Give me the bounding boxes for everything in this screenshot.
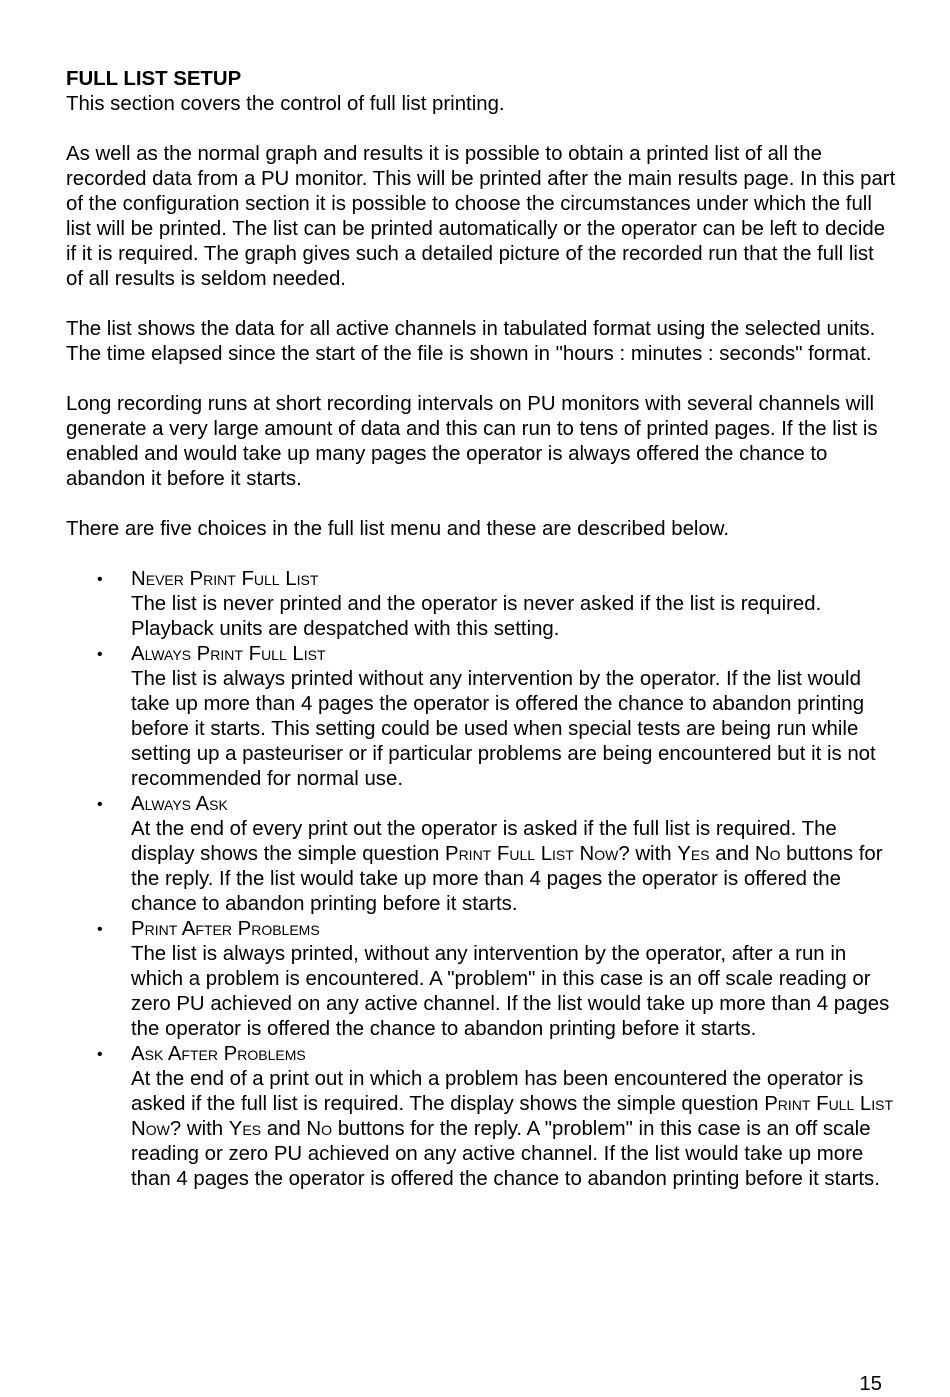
bullet-icon: • <box>97 571 103 588</box>
yes-option-text: Yes <box>228 1118 262 1140</box>
list-item-title: Ask After Problems <box>131 1043 306 1065</box>
paragraph-long-runs: Long recording runs at short recording intervals on PU monitors with several channels will generate a very large amount of data and this can run to tens of printed pages. If the list is enabled and would take up many pages the operator is always offered the chance to abandon it before it starts. <box>66 393 878 490</box>
list-item-body: The list is always printed, without any intervention by the operator, after a run in which a problem is encountered. A "problem" in this case is an off scale reading or zero PU achieved on any active channel. If the list would take up more than 4 pages the operator is offered the chance to abandon printing before it starts. <box>131 943 890 1040</box>
bullet-icon: • <box>97 921 103 938</box>
list-item-body: At the end of a print out in which a problem has been encountered the operator is asked if the full list is required. The display shows the simple question Print Full List Now? with Yes and No buttons for the reply. A "problem" in this case is an off scale reading or zero PU achieved on any active channel. If the list would take up more than 4 pages the operator is offered the chance to abandon printing before it starts. <box>131 1068 894 1190</box>
document-page <box>66 67 896 1192</box>
no-option-text: No <box>306 1118 333 1140</box>
paragraph-printed-list: As well as the normal graph and results it is possible to obtain a printed list of all the recorded data from a PU monitor. This will be printed after the main results page. In this part of the configuration section it is possible to choose the circumstances under which the full list will be printed. The list can be printed automatically or the operator can be left to decide if it is required. The graph gives such a detailed picture of the recorded run that the full list of all results is seldom needed. <box>66 143 896 290</box>
yes-option-text: Yes <box>677 843 710 865</box>
bullet-icon: • <box>97 1046 103 1063</box>
list-item-body: At the end of every print out the operator is asked if the full list is required. The display shows the simple question Print Full List Now? with Yes and No buttons for the reply. If the list would take up more than 4 pages the operator is offered the chance to abandon printing before it starts. <box>131 818 883 915</box>
list-item-print-after-problems <box>66 917 896 1042</box>
list-item-title: Always Ask <box>131 793 228 815</box>
display-question-text: Print Full List Now? <box>444 843 630 865</box>
list-item-title: Print After Problems <box>131 918 320 940</box>
page-number: 15 <box>859 1373 882 1395</box>
list-item-title: Always Print Full List <box>131 643 326 665</box>
paragraph-list-format: The list shows the data for all active channels in tabulated format using the selected units. The time elapsed since the start of the file is shown in "hours : minutes : seconds" format. <box>66 318 876 365</box>
list-item-body: The list is never printed and the operator is never asked if the list is required. Playback units are despatched with this setting. <box>131 593 822 640</box>
paragraph-five-choices: There are five choices in the full list menu and these are described below. <box>66 518 730 540</box>
intro-paragraph: This section covers the control of full list printing. <box>66 93 505 115</box>
list-item-never-print <box>66 567 896 642</box>
display-question-text: Print Full List Now? <box>131 1093 894 1140</box>
choices-list <box>66 567 896 1192</box>
list-item-ask-after-problems <box>66 1042 896 1192</box>
list-item-title: Never Print Full List <box>131 568 319 590</box>
list-item-always-ask <box>66 792 896 917</box>
bullet-icon: • <box>97 646 103 663</box>
no-option-text: No <box>754 843 781 865</box>
bullet-icon: • <box>97 796 103 813</box>
list-item-always-print <box>66 642 896 792</box>
section-heading: FULL LIST SETUP <box>66 68 242 90</box>
list-item-body: The list is always printed without any intervention by the operator. If the list would take up more than 4 pages the operator is offered the chance to abandon printing before it starts. This setting could be used when special tests are being run while setting up a pasteuriser or if particular problems are being encountered but it is not recommended for normal use. <box>131 668 876 790</box>
